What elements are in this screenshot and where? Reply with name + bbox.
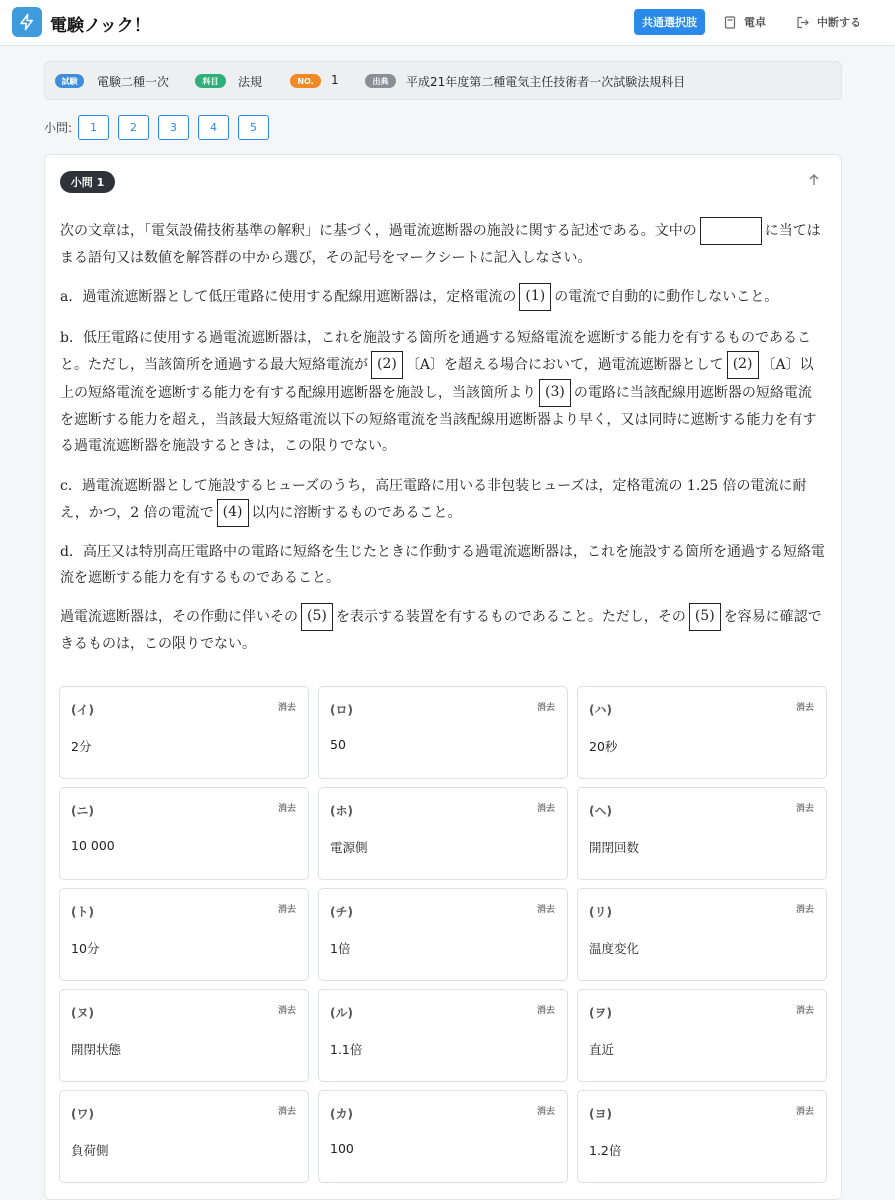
statement-b	[60, 325, 825, 459]
statement-b-text-1: b．低圧電路に使用する過電流遮断器は，これを施設する箇所を通過する短絡電流を遮断する能力を有するものであること。ただし，当該箇所を通過する最大短絡電流が	[60, 330, 811, 373]
option-label: (ハ)	[589, 703, 612, 717]
app-title: 電験ノック！	[50, 16, 151, 36]
option-clear-button[interactable]: 消去	[536, 1107, 555, 1117]
blank-2b: (2)	[727, 351, 759, 379]
blank-2a: (2)	[371, 351, 403, 379]
arrow-up-icon[interactable]	[807, 173, 821, 187]
quit-label: 中断する	[817, 16, 861, 29]
quit-button[interactable]	[796, 13, 861, 31]
statement-b-text-4: の電路に当該配線用遮断器の短絡電流を遮断する能力を超え，当該最大短絡電流以下の短絡電流を当該配線用遮断器より早く，又は同時に遮断する能力を有する過電流遮断器を施設するときは，この限りでない。	[60, 385, 817, 454]
intro-text-b: に当てはまる語句又は数値を解答群の中から選び，その記号をマークシートに記入しなさい。	[60, 223, 821, 266]
statement-c-number-1: 1.25	[686, 478, 719, 494]
answer-option[interactable]	[59, 787, 309, 880]
option-clear-button[interactable]: 消去	[536, 905, 555, 915]
option-clear-button[interactable]: 消去	[795, 804, 814, 814]
option-value: 10 000	[71, 838, 115, 853]
option-clear-button[interactable]: 消去	[795, 1107, 814, 1117]
blank-5a: (5)	[301, 603, 333, 631]
statement-c-text-3: 倍の電流で	[143, 505, 214, 521]
option-clear-button[interactable]: 消去	[277, 905, 296, 915]
blank-1: (1)	[519, 283, 551, 311]
subquestion-badge: 小問 1	[60, 171, 115, 193]
subject-tag: 科目	[195, 74, 226, 88]
statement-a-text-2: の電流で自動的に動作しないこと。	[554, 289, 779, 305]
option-clear-button[interactable]: 消去	[795, 905, 814, 915]
blank-example	[700, 217, 762, 245]
statement-e-text-2: を表示する装置を有するものであること。ただし，その	[335, 609, 686, 625]
option-label: (ヘ)	[589, 804, 612, 818]
option-label: (ロ)	[330, 703, 353, 717]
number-value: 1	[331, 73, 339, 87]
option-value: 20秒	[589, 739, 618, 754]
option-value: 1.1倍	[330, 1042, 363, 1057]
statement-e-text-3: を容易に確認できるものは，この限りでない。	[60, 609, 822, 652]
common-choices-button[interactable]: 共通選択肢	[634, 9, 705, 35]
statement-c	[60, 473, 825, 527]
exit-icon	[796, 16, 809, 29]
answer-option[interactable]	[577, 888, 827, 981]
option-label: (ト)	[71, 905, 94, 919]
statement-a-text-1: a．過電流遮断器として低圧電路に使用する配線用遮断器は，定格電流の	[60, 289, 517, 305]
statement-c-text-1: c．過電流遮断器として施設するヒューズのうち，高圧電路に用いる非包装ヒューズは，定格電流の	[60, 478, 683, 494]
option-value: 1倍	[330, 941, 351, 956]
option-label: (リ)	[589, 905, 612, 919]
subquestion-button-1[interactable]: 1	[78, 115, 109, 140]
option-label: (ル)	[330, 1006, 353, 1020]
subquestion-button-3[interactable]: 3	[158, 115, 189, 140]
option-label: (ワ)	[71, 1107, 94, 1121]
option-clear-button[interactable]: 消去	[277, 1107, 296, 1117]
statement-b-text-2: 〔A〕を超える場合において，過電流遮断器として	[405, 357, 724, 373]
option-value: 電源側	[330, 840, 368, 855]
source-tag: 出典	[365, 74, 396, 88]
subquestion-button-2[interactable]: 2	[118, 115, 149, 140]
blank-3: (3)	[539, 379, 571, 407]
option-clear-button[interactable]: 消去	[795, 1006, 814, 1016]
statement-d: d．高圧又は特別高圧電路中の電路に短絡を生じたときに作動する過電流遮断器は，これを施設する箇所を通過する短絡電流を遮断する能力を有するものであること。	[60, 544, 825, 586]
exam-info-bar	[44, 61, 842, 100]
subquestion-nav-label: 小問:	[44, 121, 73, 135]
statement-c-text-2: 倍の電流に耐え，かつ，	[60, 478, 807, 521]
option-value: 1.2倍	[589, 1143, 622, 1158]
number-tag: NO.	[290, 74, 321, 88]
blank-5b: (5)	[689, 603, 721, 631]
answer-option[interactable]	[318, 787, 568, 880]
blank-4: (4)	[217, 499, 249, 527]
option-value: 温度変化	[589, 941, 640, 956]
option-clear-button[interactable]: 消去	[536, 804, 555, 814]
answer-option[interactable]	[59, 989, 309, 1082]
lightning-icon	[18, 13, 36, 31]
answer-option[interactable]	[59, 686, 309, 779]
statement-c-number-2: 2	[130, 505, 140, 521]
answer-option[interactable]	[59, 1090, 309, 1183]
statement-e-text-1: 過電流遮断器は，その作動に伴いその	[60, 609, 298, 625]
option-value: 2分	[71, 739, 92, 754]
answer-option[interactable]	[59, 888, 309, 981]
answer-option[interactable]	[318, 1090, 568, 1183]
source-value: 平成21年度第二種電気主任技術者一次試験法規科目	[406, 75, 686, 89]
answer-option[interactable]	[318, 686, 568, 779]
subquestion-button-5[interactable]: 5	[238, 115, 269, 140]
option-value: 開閉状態	[71, 1042, 122, 1057]
option-value: 10分	[71, 941, 100, 956]
option-clear-button[interactable]: 消去	[536, 1006, 555, 1016]
app-header	[0, 0, 895, 46]
option-label: (カ)	[330, 1107, 353, 1121]
answer-option[interactable]	[318, 989, 568, 1082]
option-label: (ニ)	[71, 804, 94, 818]
option-value: 直近	[589, 1042, 615, 1057]
option-value: 50	[330, 737, 346, 752]
option-label: (ヲ)	[589, 1006, 612, 1020]
option-clear-button[interactable]: 消去	[277, 1006, 296, 1016]
option-label: (ヌ)	[71, 1006, 94, 1020]
option-value: 100	[330, 1141, 354, 1156]
statement-c-text-4: 以内に溶断するものであること。	[251, 505, 462, 521]
question-intro	[60, 217, 825, 271]
option-value: 負荷側	[71, 1143, 109, 1158]
option-clear-button[interactable]: 消去	[277, 804, 296, 814]
answer-option[interactable]	[577, 1090, 827, 1183]
option-label: (イ)	[71, 703, 94, 717]
statement-a	[60, 283, 825, 311]
option-label: (チ)	[330, 905, 353, 919]
subject-value: 法規	[238, 75, 263, 89]
answer-option[interactable]	[577, 787, 827, 880]
answer-option[interactable]	[577, 686, 827, 779]
option-label: (ホ)	[330, 804, 353, 818]
exam-value: 電験二種一次	[97, 75, 170, 89]
option-label: (ヨ)	[589, 1107, 612, 1121]
answer-option[interactable]	[318, 888, 568, 981]
question-card	[44, 154, 842, 1200]
app-logo	[12, 7, 42, 37]
subquestion-button-4[interactable]: 4	[198, 115, 229, 140]
statement-e	[60, 603, 825, 657]
option-clear-button[interactable]: 消去	[795, 703, 814, 713]
calculator-icon	[724, 16, 736, 29]
option-clear-button[interactable]: 消去	[536, 703, 555, 713]
intro-text-a: 次の文章は，「電気設備技術基準の解釈」に基づく，過電流遮断器の施設に関する記述である。文中の	[60, 223, 697, 239]
calculator-button[interactable]	[724, 13, 766, 31]
answer-option[interactable]	[577, 989, 827, 1082]
option-value: 開閉回数	[589, 840, 640, 855]
statement-b-text-3: 〔A〕以上の短絡電流を遮断する能力を有する配線用遮断器を施設し，当該箇所より	[60, 357, 814, 401]
calculator-label: 電卓	[744, 16, 766, 29]
option-clear-button[interactable]: 消去	[277, 703, 296, 713]
exam-tag: 試験	[55, 74, 84, 88]
